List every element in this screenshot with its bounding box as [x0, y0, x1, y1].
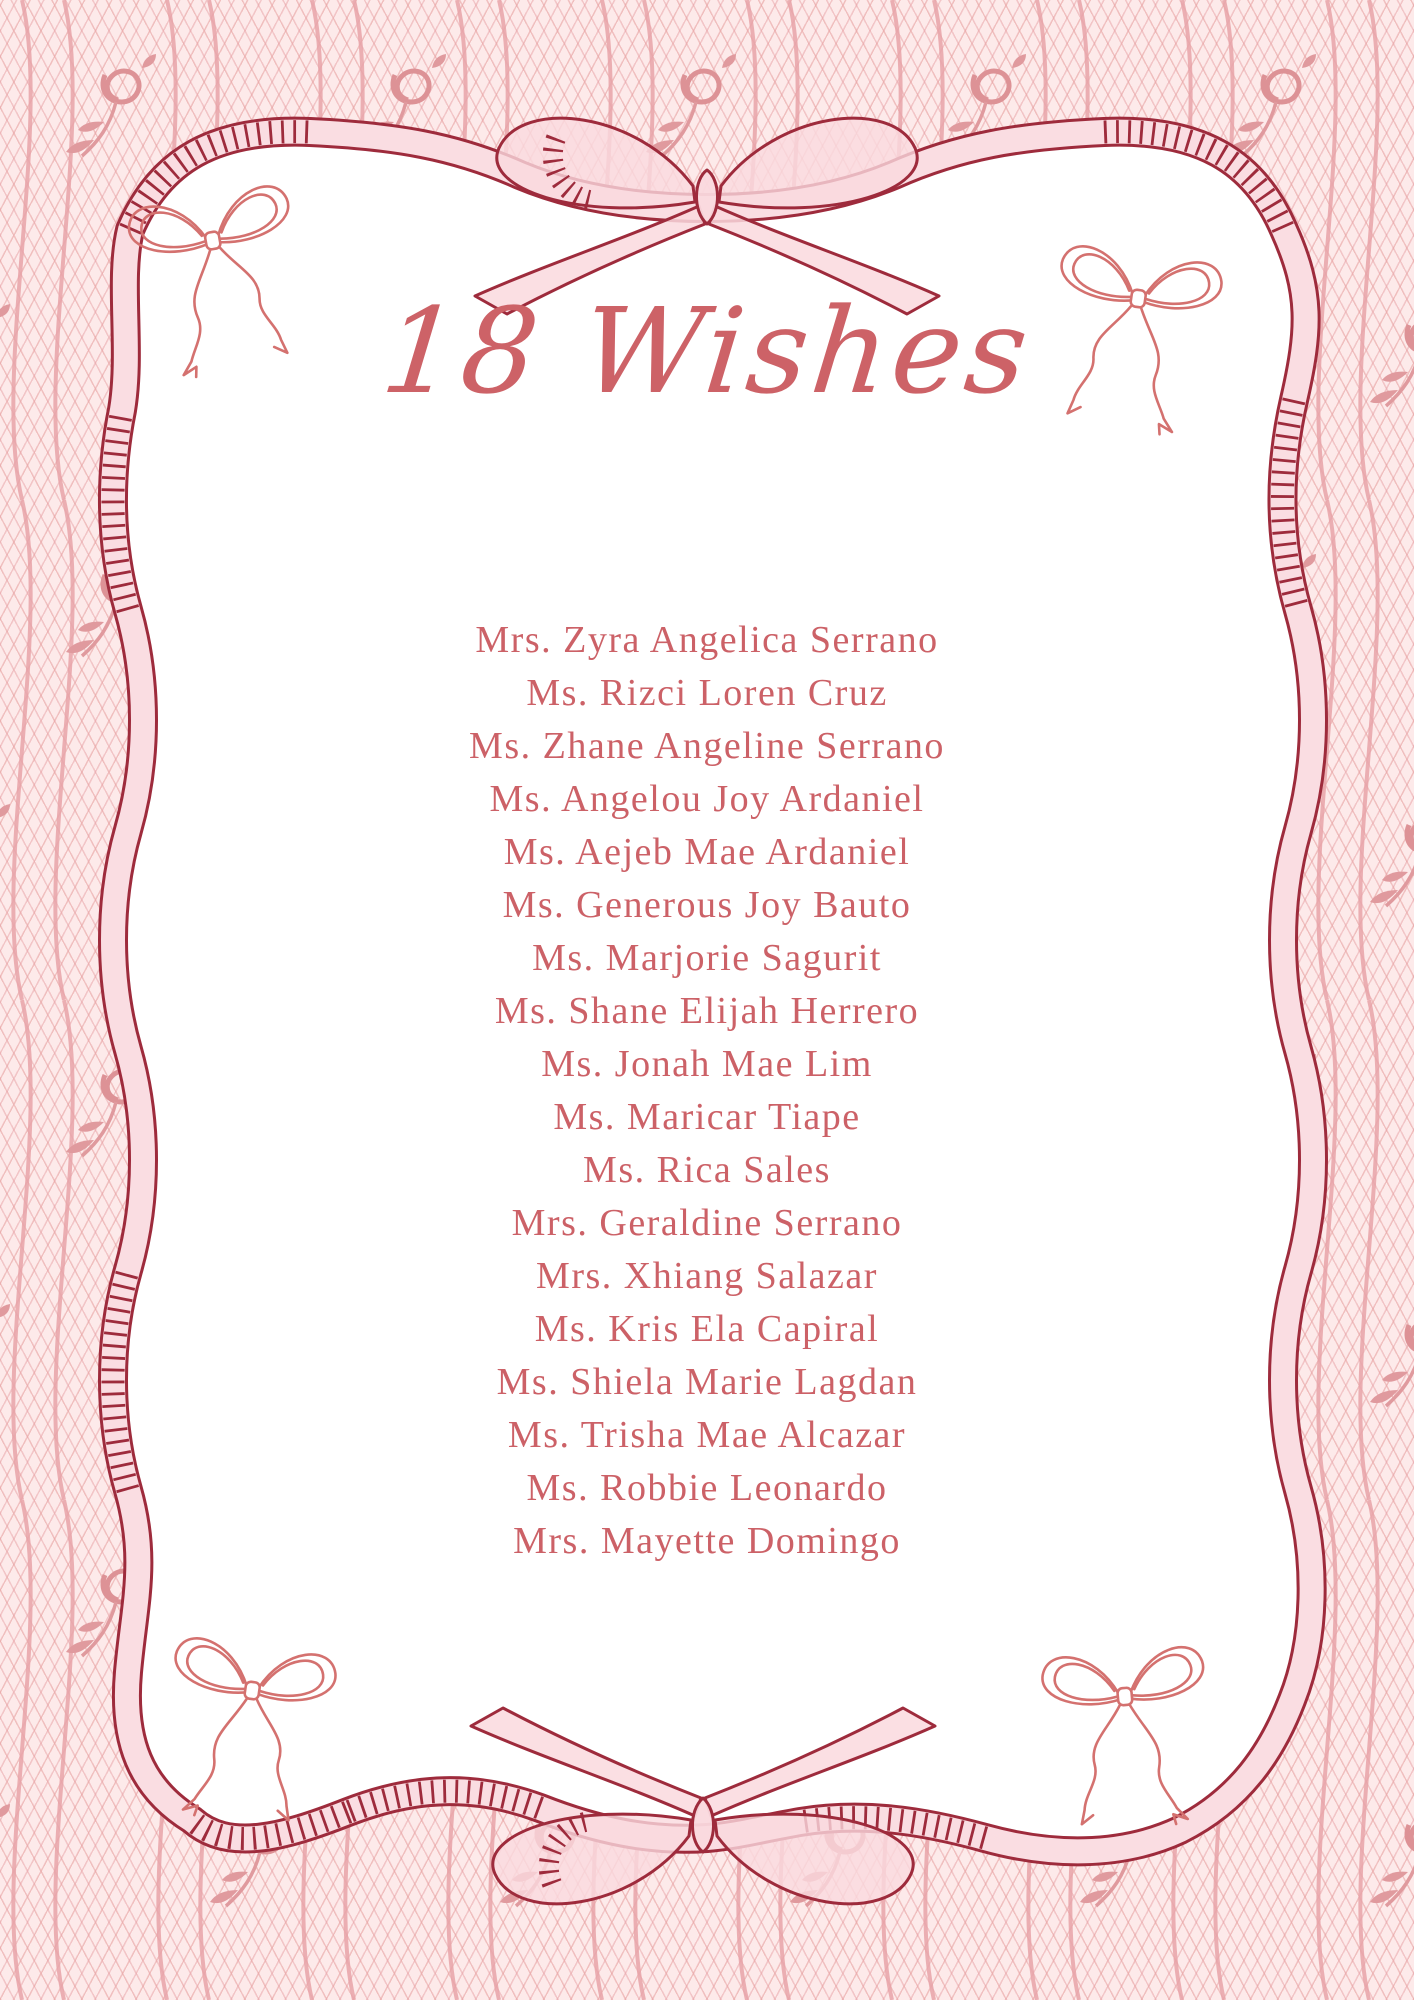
guest-name: Mrs. Zyra Angelica Serrano	[475, 619, 939, 661]
guest-name: Ms. Jonah Mae Lim	[541, 1043, 873, 1085]
guest-list	[0, 614, 1414, 1568]
guest-name: Ms. Marjorie Sagurit	[532, 937, 882, 979]
guest-name: Ms. Angelou Joy Ardaniel	[489, 778, 925, 820]
guest-name: Ms. Shiela Marie Lagdan	[496, 1361, 918, 1403]
guest-name: Ms. Generous Joy Bauto	[502, 884, 912, 926]
guest-name: Ms. Trisha Mae Alcazar	[507, 1414, 907, 1456]
guest-name: Ms. Robbie Leonardo	[526, 1467, 888, 1509]
guest-name: Ms. Aejeb Mae Ardaniel	[503, 831, 911, 873]
guest-name: Ms. Maricar Tiape	[553, 1096, 861, 1138]
guest-name: Ms. Zhane Angeline Serrano	[469, 725, 945, 767]
guest-name: Ms. Rica Sales	[583, 1149, 831, 1191]
guest-name: Ms. Kris Ela Capiral	[534, 1308, 880, 1350]
guest-name: Ms. Shane Elijah Herrero	[494, 990, 920, 1032]
guest-name: Mrs. Geraldine Serrano	[511, 1202, 903, 1244]
page-title: 18 Wishes	[375, 282, 1039, 420]
guest-name: Mrs. Xhiang Salazar	[536, 1255, 878, 1297]
guest-name: Mrs. Mayette Domingo	[513, 1520, 901, 1562]
guest-name: Ms. Rizci Loren Cruz	[526, 672, 888, 714]
